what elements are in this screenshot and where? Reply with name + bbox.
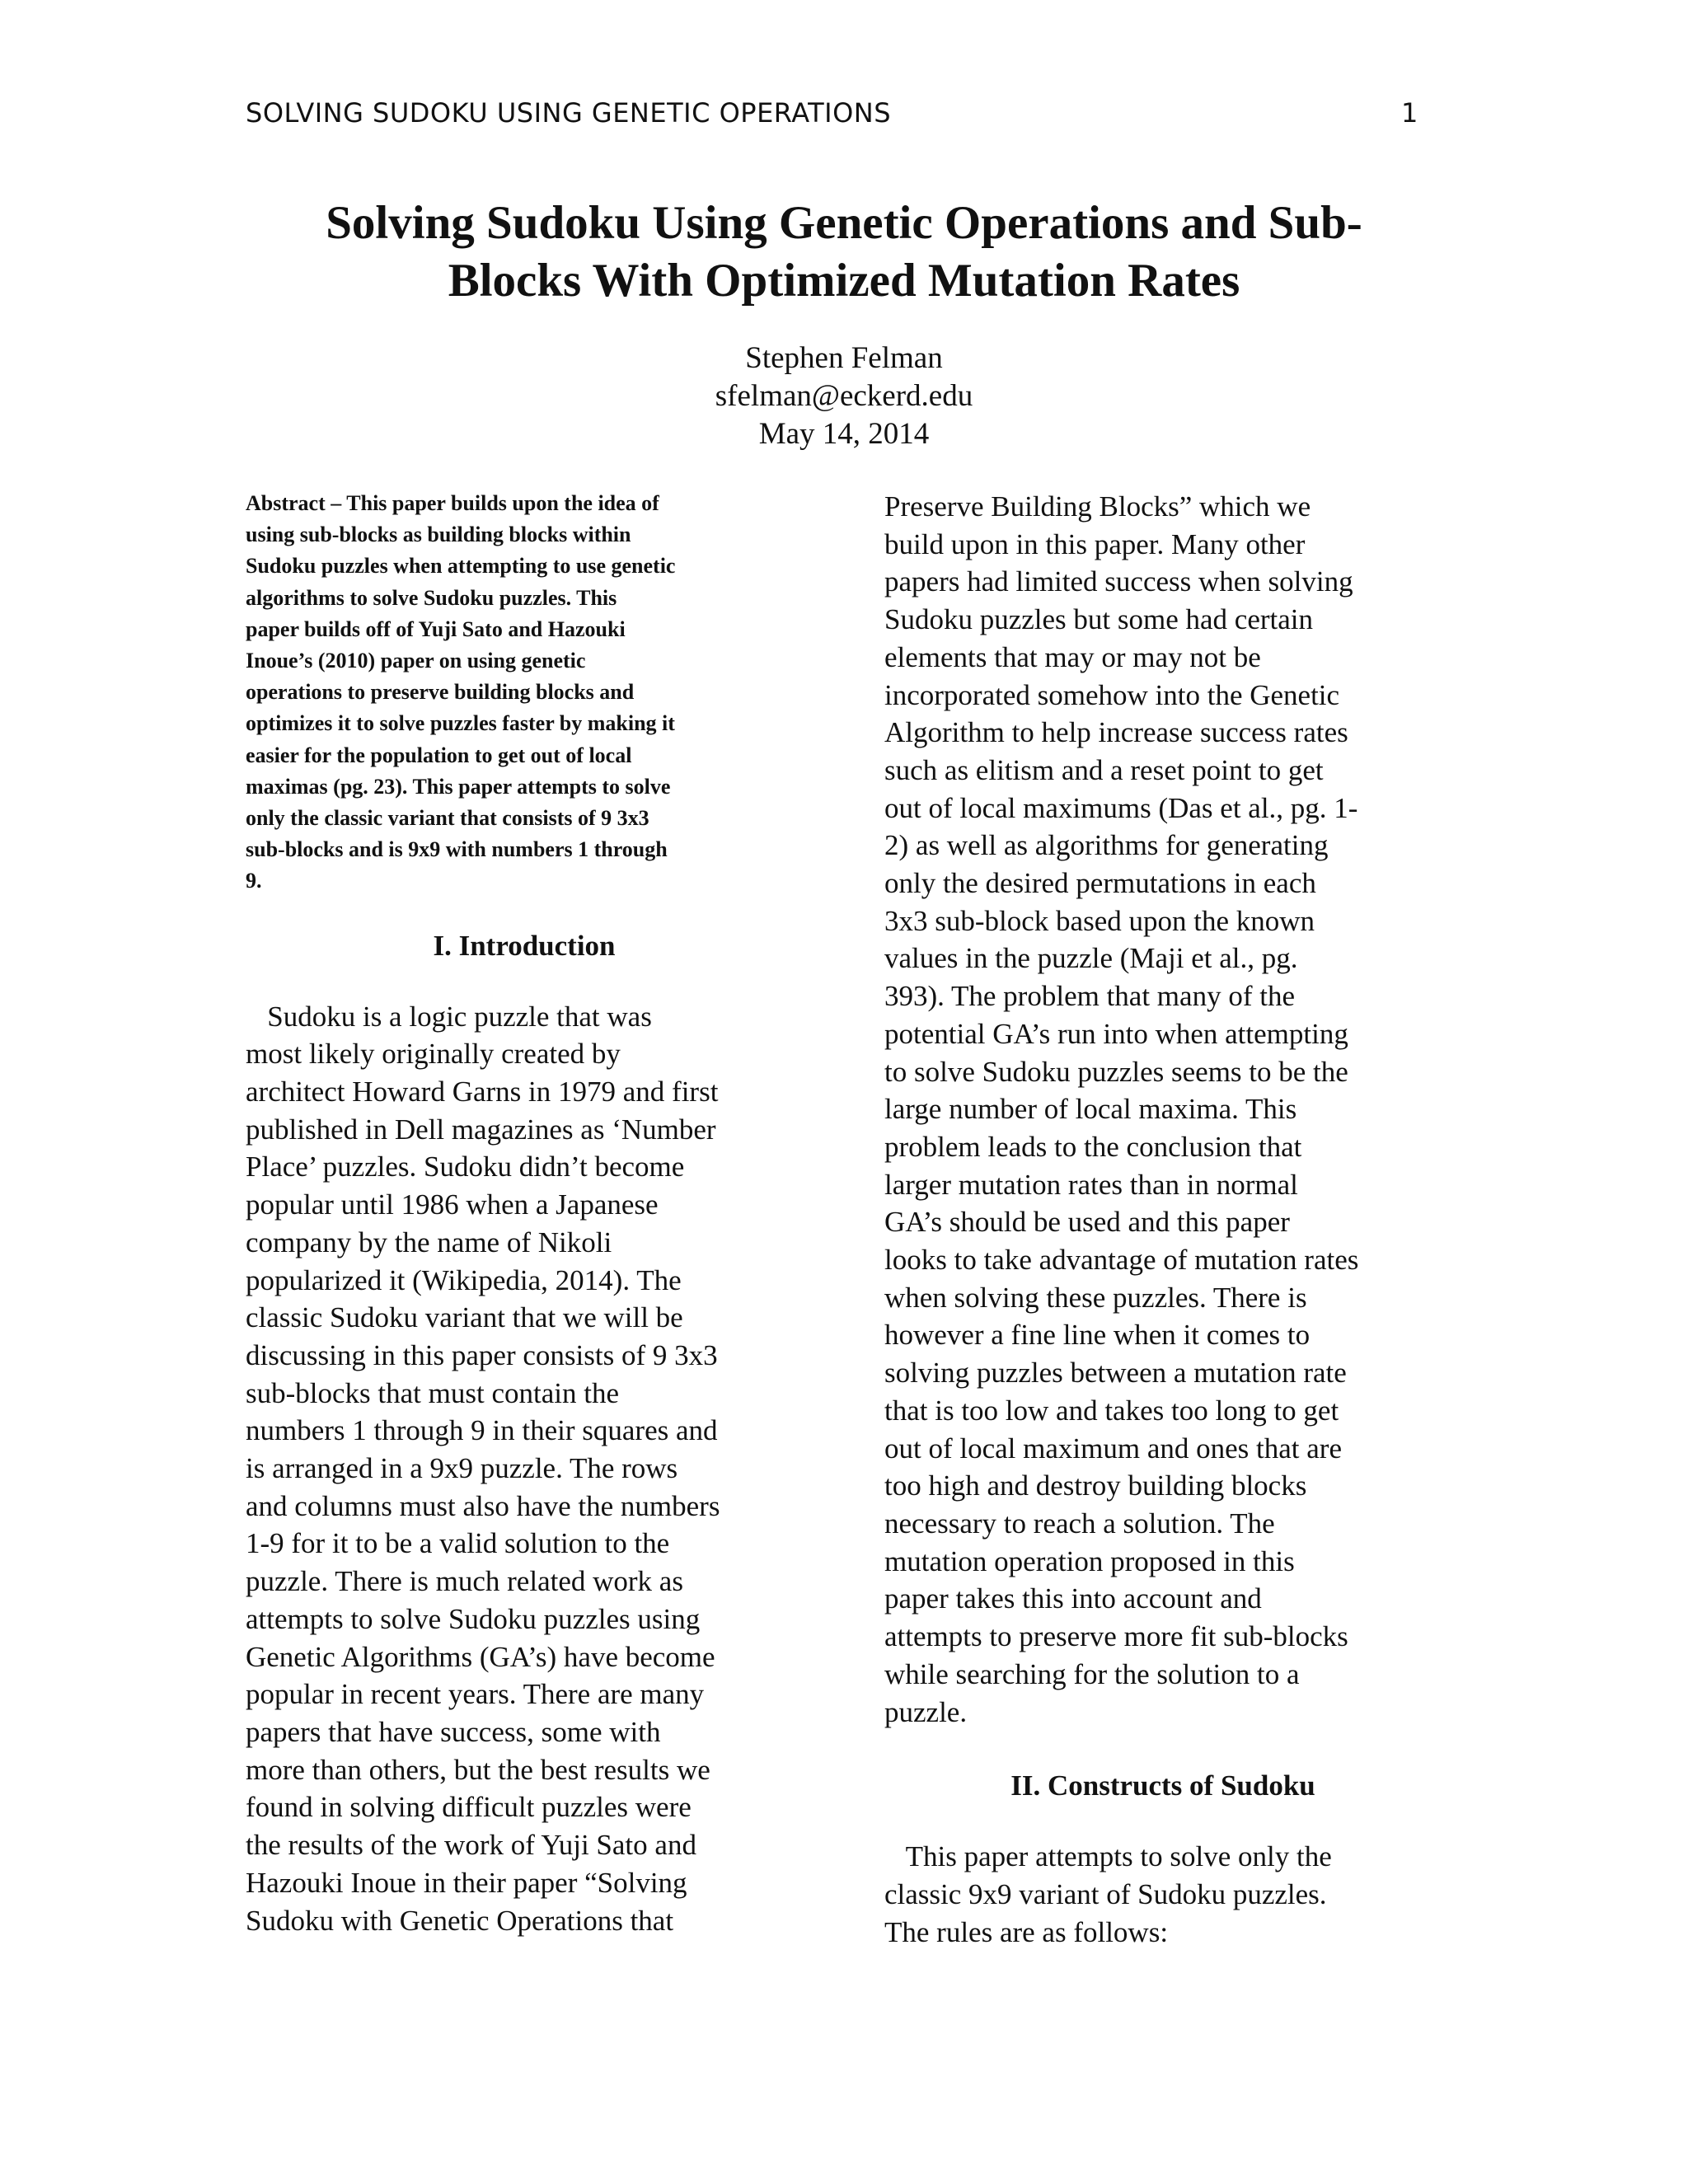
abstract-line: only the classic variant that consists of 9 3x3 — [246, 806, 649, 831]
text-line: looks to take advantage of mutation rates — [884, 1244, 1359, 1277]
text-line: Sudoku puzzles but some had certain — [884, 603, 1314, 636]
text-line: 2) as well as algorithms for generating — [884, 829, 1329, 862]
text-line: problem leads to the conclusion that — [884, 1130, 1302, 1163]
title-line: Blocks With Optimized Mutation Rates — [448, 255, 1240, 307]
text-line: architect Howard Garns in 1979 and first — [246, 1076, 719, 1108]
abstract-line: easier for the population to get out of local — [246, 743, 632, 767]
abstract-line: algorithms to solve Sudoku puzzles. This — [246, 585, 617, 610]
text-line: Place’ puzzles. Sudoku didn’t become — [246, 1151, 685, 1183]
text-line: company by the name of Nikoli — [246, 1226, 612, 1258]
text-line: papers that have success, some with — [246, 1716, 661, 1748]
text-line: puzzle. There is much related work as — [246, 1565, 683, 1598]
text-line: that is too low and takes too long to get — [884, 1394, 1339, 1427]
text-line: potential GA’s run into when attempting — [884, 1017, 1348, 1050]
paper-title — [198, 194, 1490, 310]
text-line: classic 9x9 variant of Sudoku puzzles. — [884, 1877, 1327, 1910]
text-line: 1-9 for it to be a valid solution to the — [246, 1527, 670, 1560]
left-column — [246, 488, 803, 1939]
author-name: Stephen Felman — [745, 341, 943, 375]
text-line: however a fine line when it comes to — [884, 1319, 1311, 1352]
text-line: out of local maximums (Das et al., pg. 1- — [884, 791, 1358, 824]
author-block — [432, 340, 1256, 453]
right-column — [884, 488, 1442, 1951]
text-line: more than others, but the best results we — [246, 1753, 710, 1786]
abstract-line: using sub-blocks as building blocks within — [246, 523, 631, 547]
text-line: necessary to reach a solution. The — [884, 1507, 1275, 1540]
text-line: is arranged in a 9x9 puzzle. The rows — [246, 1452, 678, 1485]
text-line: 393). The problem that many of the — [884, 980, 1295, 1013]
text-line: GA’s should be used and this paper — [884, 1206, 1290, 1239]
text-line: large number of local maxima. This — [884, 1093, 1297, 1126]
text-line: attempts to solve Sudoku puzzles using — [246, 1602, 701, 1635]
text-line: Sudoku is a logic puzzle that was — [246, 1000, 652, 1033]
text-line: and columns must also have the numbers — [246, 1489, 720, 1522]
text-line: most likely originally created by — [246, 1038, 621, 1071]
text-line: Sudoku with Genetic Operations that — [246, 1904, 674, 1937]
section-heading-introduction: I. Introduction — [433, 929, 616, 962]
text-line: while searching for the solution to a — [884, 1657, 1300, 1690]
text-line: to solve Sudoku puzzles seems to be the — [884, 1055, 1348, 1088]
text-line: when solving these puzzles. There is — [884, 1281, 1307, 1314]
page-number: 1 — [1401, 97, 1418, 129]
text-line: out of local maximum and ones that are — [884, 1432, 1342, 1465]
paper-date: May 14, 2014 — [758, 417, 930, 451]
text-line: published in Dell magazines as ‘Number — [246, 1113, 716, 1146]
text-line: numbers 1 through 9 in their squares and — [246, 1414, 718, 1447]
text-line: too high and destroy building blocks — [884, 1469, 1307, 1502]
text-line: larger mutation rates than in normal — [884, 1168, 1298, 1201]
constructs-text — [884, 1838, 1442, 1951]
section-heading-constructs: II. Constructs of Sudoku — [1010, 1769, 1315, 1802]
text-line: popularized it (Wikipedia, 2014). The — [246, 1263, 682, 1296]
text-line: popular until 1986 when a Japanese — [246, 1188, 659, 1221]
abstract-line: Abstract – This paper builds upon the idea of — [246, 491, 659, 515]
text-line: Genetic Algorithms (GA’s) have become — [246, 1640, 715, 1673]
text-line: paper takes this into account and — [884, 1582, 1262, 1615]
text-line: 3x3 sub-block based upon the known — [884, 904, 1315, 937]
text-line: only the desired permutations in each — [884, 867, 1316, 900]
abstract-line: Inoue’s (2010) paper on using genetic — [246, 649, 586, 673]
text-line: incorporated somehow into the Genetic — [884, 678, 1340, 711]
author-email: sfelman@eckerd.edu — [715, 379, 973, 413]
text-line: values in the puzzle (Maji et al., pg. — [884, 942, 1298, 975]
abstract-line: 9. — [246, 869, 262, 893]
running-head: SOLVING SUDOKU USING GENETIC OPERATIONS — [246, 97, 892, 129]
abstract-line: operations to preserve building blocks and — [246, 680, 635, 705]
text-line: mutation operation proposed in this — [884, 1544, 1295, 1577]
text-line: This paper attempts to solve only the — [884, 1840, 1332, 1873]
text-line: Hazouki Inoue in their paper “Solving — [246, 1866, 687, 1899]
abstract-line: paper builds off of Yuji Sato and Hazouki — [246, 616, 626, 641]
text-line: The rules are as follows: — [884, 1915, 1169, 1948]
text-line: puzzle. — [884, 1695, 968, 1728]
text-line: sub-blocks that must contain the — [246, 1376, 619, 1409]
text-line: papers had limited success when solving — [884, 565, 1353, 598]
abstract — [246, 488, 803, 898]
abstract-line: Sudoku puzzles when attempting to use genetic — [246, 554, 676, 579]
abstract-line: optimizes it to solve puzzles faster by making it — [246, 711, 675, 736]
abstract-line: sub-blocks and is 9x9 with numbers 1 through — [246, 837, 668, 862]
text-line: build upon in this paper. Many other — [884, 527, 1306, 560]
abstract-line: maximas (pg. 23). This paper attempts to solve — [246, 774, 671, 799]
title-line: Solving Sudoku Using Genetic Operations and Sub- — [326, 197, 1362, 249]
text-line: discussing in this paper consists of 9 3x3 — [246, 1338, 718, 1371]
text-line: attempts to preserve more fit sub-blocks — [884, 1620, 1348, 1653]
text-line: Algorithm to help increase success rates — [884, 716, 1348, 749]
text-line: Preserve Building Blocks” which we — [884, 490, 1311, 523]
text-line: such as elitism and a reset point to get — [884, 753, 1324, 786]
introduction-text — [246, 998, 803, 1940]
text-line: classic Sudoku variant that we will be — [246, 1301, 683, 1334]
text-line: found in solving difficult puzzles were — [246, 1791, 692, 1824]
introduction-continued — [884, 488, 1442, 1731]
text-line: popular in recent years. There are many — [246, 1678, 705, 1711]
text-line: elements that may or may not be — [884, 640, 1261, 673]
text-line: the results of the work of Yuji Sato and — [246, 1829, 696, 1862]
text-line: solving puzzles between a mutation rate — [884, 1357, 1347, 1390]
